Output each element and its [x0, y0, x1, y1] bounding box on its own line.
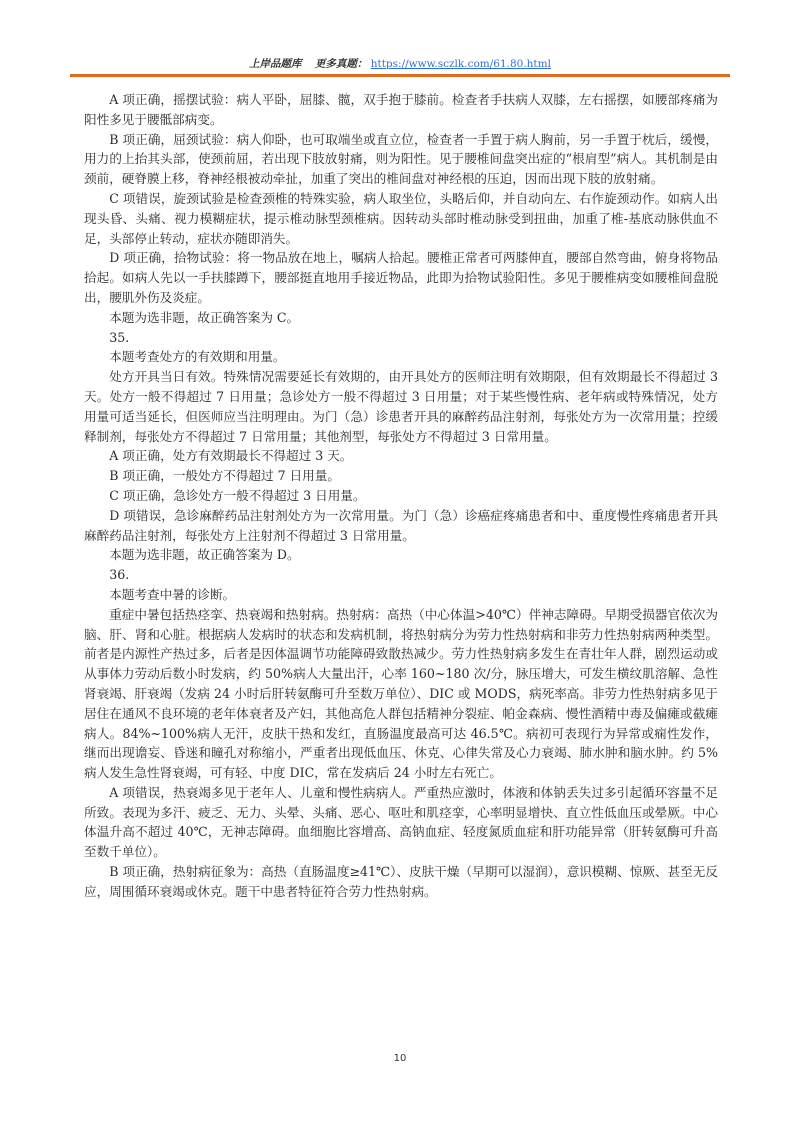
header-url-link[interactable]: https://www.sczlk.com/61.80.html [370, 58, 551, 70]
header-divider [70, 74, 730, 77]
header-title: 上岸品题库 [249, 58, 302, 70]
page-header [70, 54, 730, 76]
paragraph: 本题为选非题，故正确答案为 C。 [109, 309, 300, 325]
paragraph: 重症中暑包括热痉挛、热衰竭和热射病。热射病：高热（中心体温>40℃）伴神志障碍。早期受损器官依次为脑、肝、肾和心脏。根据病人发病时的状态和发病机制，将热射病分为劳力性热射病和非劳力性热射病两种类型。前者是内源性产热过多，后者是因体温调节功能障碍致散热减少。劳力性热射病多发生在青壮年人群，剧烈运动或从事体力劳动后数小时发病，约 50%病人大量出汗，心率 160~180 次/分，脉压增大，可发生横纹肌溶解、急性肾衰竭、肝衰竭（发病 24 小时后肝转氨酶可升至数万单位）、DIC 或 MODS，病死率高。非劳力性热射病多见于居住在通风不良环境的老年体衰者及产妇，其他高危人群包括精神分裂症、帕金森病、慢性酒精中毒及偏瘫或截瘫病人。84%~100%病人无汗，皮肤干热和发红，直肠温度最高可达 46.5℃。病初可表现行为异常或痫性发作，继而出现谵妄、昏迷和瞳孔对称缩小，严重者出现低血压、休克、心律失常及心力衰竭、肺水肿和脑水肿。约 5%病人发生急性肾衰竭，可有轻、中度 DIC，常在发病后 24 小时左右死亡。 [84, 606, 718, 781]
paragraph: C 项错误，旋颈试验是检查颈椎的特殊实验，病人取坐位，头略后仰，并自动向左、右作旋颈动作。如病人出现头昏、头痛、视力模糊症状，提示椎动脉型颈椎病。因转动头部时椎动脉受到扭曲，加重了椎-基底动脉供血不足，头部停止转动，症状亦随即消失。 [84, 190, 718, 246]
paragraph: A 项正确，摇摆试验：病人平卧，屈膝、髋，双手抱于膝前。检查者手扶病人双膝，左右摇摆，如腰部疼痛为阳性多见于腰骶部病变。 [84, 92, 718, 127]
paragraph: 处方开具当日有效。特殊情况需要延长有效期的，由开具处方的医师注明有效期限，但有效期最长不得超过 3 天。处方一般不得超过 7 日用量；急诊处方一般不得超过 3 日用量；对于某些慢性病、老年病或特殊情况，处方用量可适当延长，但医师应当注明理由。为门（急）诊患者开具的麻醉药品注射剂，每张处方为一次常用量；控缓释制剂，每张处方不得超过 7 日常用量；其他剂型，每张处方不得超过 3 日常用量。 [84, 369, 718, 444]
paragraph: A 项正确，处方有效期最长不得超过 3 天。 [109, 448, 353, 464]
paragraph: 本题为选非题，故正确答案为 D。 [109, 547, 300, 563]
paragraph: B 项正确，屈颈试验：病人仰卧，也可取端坐或直立位，检查者一手置于病人胸前，另一手置于枕后，缓慢，用力的上抬其头部，使颈前屈，若出现下肢放射痛，则为阳性。见于腰椎间盘突出症的“根肩型”病人。其机制是由颈前，硬脊膜上移，脊神经根被动牵扯，加重了突出的椎间盘对神经根的压迫，因而出现下肢的放射痛。 [84, 131, 718, 187]
paragraph: C 项正确，急诊处方一般不得超过 3 日用量。 [109, 487, 366, 503]
question-number: 35. [109, 329, 130, 345]
paragraph: D 项错误，急诊麻醉药品注射剂处方为一次常用量。为门（急）诊癌症疼痛患者和中、重度慢性疼痛患者开具麻醉药品注射剂，每张处方上注射剂不得超过 3 日常用量。 [84, 507, 718, 543]
header-more-label: 更多真题： [314, 58, 368, 70]
paragraph: 本题考查中暑的诊断。 [109, 586, 236, 602]
paragraph: 本题考查处方的有效期和用量。 [109, 349, 286, 365]
paragraph: D 项正确，拾物试验：将一物品放在地上，嘱病人拾起。腰椎正常者可两膝伸直，腰部自然弯曲，俯身将物品拾起。如病人先以一手扶膝蹲下，腰部挺直地用手接近物品，此即为拾物试验阳性。多见于腰椎病变如腰椎间盘脱出，腰肌外伤及炎症。 [84, 250, 718, 305]
question-number: 36. [109, 567, 130, 583]
page-number: 10 [393, 1053, 407, 1064]
paragraph: B 项正确，一般处方不得超过 7 日用量。 [109, 468, 340, 484]
paragraph: A 项错误，热衰竭多见于老年人、儿童和慢性病病人。严重热应激时，体液和体钠丢失过多引起循环容量不足所致。表现为多汗、疲乏、无力、头晕、头痛、恶心、呕吐和肌痉挛，心率明显增快、直立性低血压或晕厥。中心体温升高不超过 40℃，无神志障碍。血细胞比容增高、高钠血症、轻度氮质血症和肝功能异常（肝转氨酶可升高至数千单位）。 [84, 784, 718, 860]
document-body [84, 90, 718, 902]
paragraph: B 项正确，热射病征象为：高热（直肠温度≥41℃）、皮肤干燥（早期可以湿润），意识模糊、惊厥、甚至无反应，周围循环衰竭或休克。题干中患者特征符合劳力性热射病。 [84, 864, 718, 899]
